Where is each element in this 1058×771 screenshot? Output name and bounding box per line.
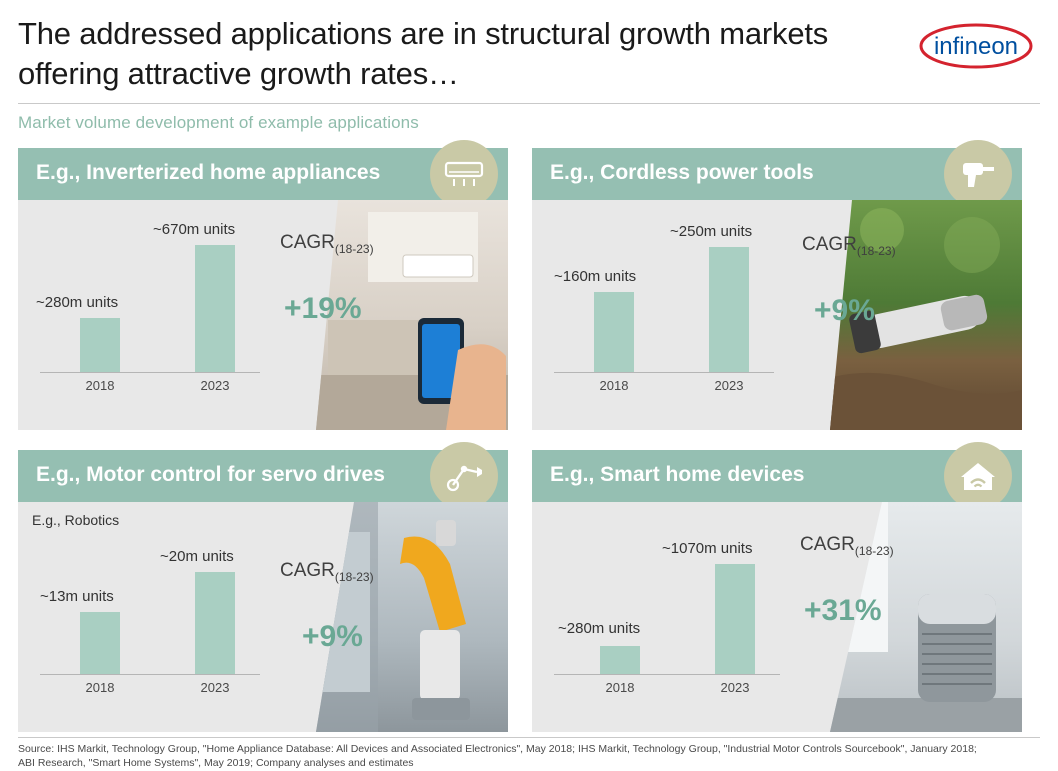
bar-value-2018: ~280m units	[558, 620, 641, 637]
tick-2023: 2023	[714, 378, 744, 393]
card-header	[532, 148, 1022, 200]
cagr-label	[800, 534, 894, 558]
cagr-text: CAGR	[280, 560, 335, 581]
smart-home-icon	[944, 442, 1012, 510]
source-line-2: ABI Research, "Smart Home Systems", May 2019; Company analyses and estimates	[18, 757, 414, 770]
bar-2023	[195, 245, 235, 372]
card-motor-control-servo-drives	[18, 450, 508, 732]
bar-2018	[600, 646, 640, 674]
tick-2023: 2023	[200, 378, 230, 393]
cagr-label	[280, 560, 374, 584]
cagr-text: CAGR	[280, 232, 335, 253]
header-divider	[18, 103, 1040, 104]
card-header	[532, 450, 1022, 502]
card-cordless-power-tools	[532, 148, 1022, 430]
bar-value-2018: ~160m units	[554, 268, 637, 285]
infineon-logo	[916, 16, 1036, 76]
bar-value-2023: ~20m units	[160, 548, 234, 565]
card-title: E.g., Cordless power tools	[550, 161, 814, 184]
bar-chart	[532, 502, 804, 732]
chart-axis	[554, 372, 774, 373]
chart-axis	[554, 674, 780, 675]
card-body	[18, 200, 508, 430]
card-smart-home-devices	[532, 450, 1022, 732]
tick-2018: 2018	[85, 378, 115, 393]
cagr-value: +19%	[284, 292, 362, 325]
tick-2018: 2018	[599, 378, 629, 393]
tick-2018: 2018	[85, 680, 115, 695]
card-title: E.g., Smart home devices	[550, 463, 805, 486]
card-title: E.g., Inverterized home appliances	[36, 161, 381, 184]
source-line-1: Source: IHS Markit, Technology Group, "Home Appliance Database: All Devices and Associated Electronics", May 2018; IHS Markit, Technology Group, "Industrial Motor Controls Sourcebook", January 2018;	[18, 743, 977, 755]
cagr-value: +31%	[804, 594, 882, 627]
cagr-period: (18-23)	[854, 543, 894, 558]
card-header	[18, 148, 508, 200]
bar-2023	[715, 564, 755, 674]
bar-2018	[594, 292, 634, 372]
photo-industrial-robot-arm	[308, 502, 508, 732]
bar-2023	[709, 247, 749, 372]
power-drill-icon	[944, 140, 1012, 208]
svg-text:infineon: infineon	[933, 33, 1019, 60]
bar-value-2023: ~1070m units	[662, 540, 753, 557]
page-subtitle: Market volume development of example applications	[18, 113, 419, 132]
cagr-period: (18-23)	[334, 241, 374, 256]
bar-chart	[18, 200, 290, 430]
footer-divider	[18, 737, 1040, 738]
source-note	[18, 742, 1040, 770]
air-conditioner-icon	[430, 140, 498, 208]
robot-arm-icon	[430, 442, 498, 510]
bar-value-2018: ~280m units	[36, 294, 119, 311]
bar-2018	[80, 318, 120, 372]
bar-2023	[195, 572, 235, 674]
cagr-period: (18-23)	[856, 243, 896, 258]
chart-sublabel: E.g., Robotics	[32, 512, 120, 528]
bar-value-2018: ~13m units	[40, 588, 114, 605]
card-title: E.g., Motor control for servo drives	[36, 463, 385, 486]
bar-value-2023: ~670m units	[153, 221, 236, 238]
tick-2023: 2023	[200, 680, 230, 695]
cagr-label	[280, 232, 374, 256]
card-body	[18, 502, 508, 732]
card-body	[532, 200, 1022, 430]
bar-value-2023: ~250m units	[670, 223, 753, 240]
card-body	[532, 502, 1022, 732]
cagr-value: +9%	[814, 294, 875, 327]
page-title: The addressed applications are in structural growth markets offering attractive growth rates…	[18, 16, 829, 92]
bar-chart	[18, 502, 290, 732]
cagr-label	[802, 234, 896, 258]
chart-axis	[40, 674, 260, 675]
chart-axis	[40, 372, 260, 373]
cagr-period: (18-23)	[334, 569, 374, 584]
bar-chart	[532, 200, 804, 430]
cagr-text: CAGR	[802, 234, 857, 255]
tick-2018: 2018	[605, 680, 635, 695]
bar-2018	[80, 612, 120, 674]
card-inverterized-home-appliances	[18, 148, 508, 430]
card-header	[18, 450, 508, 502]
cagr-text: CAGR	[800, 534, 855, 555]
tick-2023: 2023	[720, 680, 750, 695]
cagr-value: +9%	[302, 620, 363, 653]
